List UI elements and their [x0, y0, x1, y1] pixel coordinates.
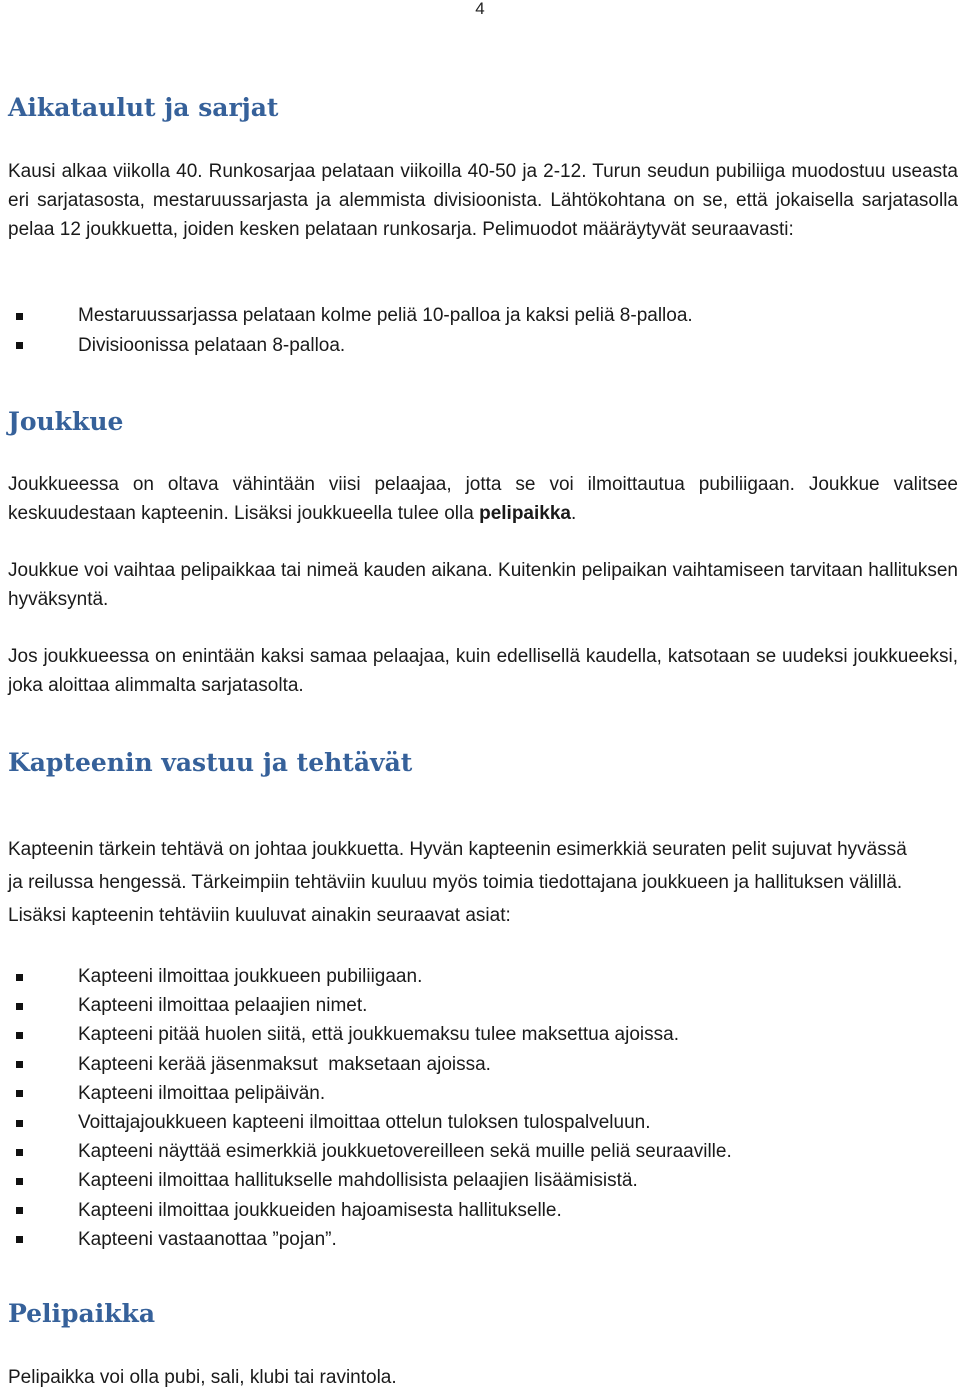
team-paragraph-1: Joukkueessa on oltava vähintään viisi pelaajaa, jotta se voi ilmoittautua pubiliigaan. Joukkue valitsee keskuudestaan kapteenin. Lisäksi joukkueella tulee olla pelipaikka. [8, 474, 958, 524]
venue-text: Pelipaikka voi olla pubi, sali, klubi tai ravintola. [8, 1367, 397, 1388]
captain-duties-list [8, 962, 732, 1254]
bullet-icon [16, 1032, 23, 1039]
page-number: 4 [475, 0, 485, 18]
heading-schedule: Aikataulut ja sarjat [8, 93, 279, 122]
team-venue-emphasis: pelipaikka [479, 503, 571, 524]
bullet-icon [16, 1236, 23, 1243]
bullet-icon [16, 1003, 23, 1010]
bullet-icon [16, 342, 23, 349]
list-item: Kapteeni vastaanottaa ”pojan”. [8, 1225, 732, 1254]
list-item: Mestaruussarjassa pelataan kolme peliä 10-palloa ja kaksi peliä 8-palloa. [8, 301, 693, 331]
bullet-icon [16, 1178, 23, 1185]
heading-team: Joukkue [8, 407, 124, 436]
heading-venue: Pelipaikka [8, 1299, 156, 1328]
list-item: Kapteeni ilmoittaa pelaajien nimet. [8, 991, 732, 1020]
list-item: Kapteeni ilmoittaa hallitukselle mahdollisista pelaajien lisäämisistä. [8, 1166, 732, 1195]
list-item: Kapteeni kerää jäsenmaksut maksetaan ajoissa. [8, 1050, 732, 1079]
bullet-icon [16, 1120, 23, 1127]
bullet-icon [16, 313, 23, 320]
team-paragraph-2: Joukkue voi vaihtaa pelipaikkaa tai nimeä kauden aikana. Kuitenkin pelipaikan vaihtamiseen tarvitaan hallituksen hyväksyntä. [8, 560, 958, 610]
list-item: Kapteeni näyttää esimerkkiä joukkuetovereilleen sekä muille peliä seuraaville. [8, 1137, 732, 1166]
list-item: Divisioonissa pelataan 8-palloa. [8, 331, 693, 361]
bullet-icon [16, 1090, 23, 1097]
captain-intro: Kapteenin tärkein tehtävä on johtaa joukkuetta. Hyvän kapteenin esimerkkiä seuraten pelit sujuvat hyvässä ja reilussa hengessä. Tärkeimpiin tehtäviin kuuluu myös toimia tiedottajana joukkueen ja hallituksen välillä. Lisäksi kapteenin tehtäviin kuuluvat ainakin seuraavat asiat: [8, 839, 907, 926]
heading-captain: Kapteenin vastuu ja tehtävät [8, 748, 413, 777]
bullet-icon [16, 1207, 23, 1214]
list-item: Kapteeni pitää huolen siitä, että joukkuemaksu tulee maksettua ajoissa. [8, 1020, 732, 1049]
list-item: Voittajajoukkueen kapteeni ilmoittaa ottelun tuloksen tulospalveluun. [8, 1108, 732, 1137]
team-paragraph-3: Jos joukkueessa on enintään kaksi samaa pelaajaa, kuin edellisellä kaudella, katsotaan se uudeksi joukkueeksi, joka aloittaa alimmalta sarjatasolta. [8, 646, 958, 696]
schedule-format-list [8, 301, 693, 360]
list-item: Kapteeni ilmoittaa joukkueiden hajoamisesta hallitukselle. [8, 1196, 732, 1225]
list-item: Kapteeni ilmoittaa pelipäivän. [8, 1079, 732, 1108]
bullet-icon [16, 974, 23, 981]
schedule-intro: Kausi alkaa viikolla 40. Runkosarjaa pelataan viikoilla 40-50 ja 2-12. Turun seudun pubiliiga muodostuu useasta eri sarjatasosta, mestaruussarjasta ja alemmista divisioonista. Lähtökohtana on se, että jokaisella sarjatasolla pelaa 12 joukkuetta, joiden kesken pelataan runkosarja. Pelimuodot määräytyvät seuraavasti: [8, 161, 958, 240]
list-item: Kapteeni ilmoittaa joukkueen pubiliigaan. [8, 962, 732, 991]
bullet-icon [16, 1061, 23, 1068]
bullet-icon [16, 1149, 23, 1156]
